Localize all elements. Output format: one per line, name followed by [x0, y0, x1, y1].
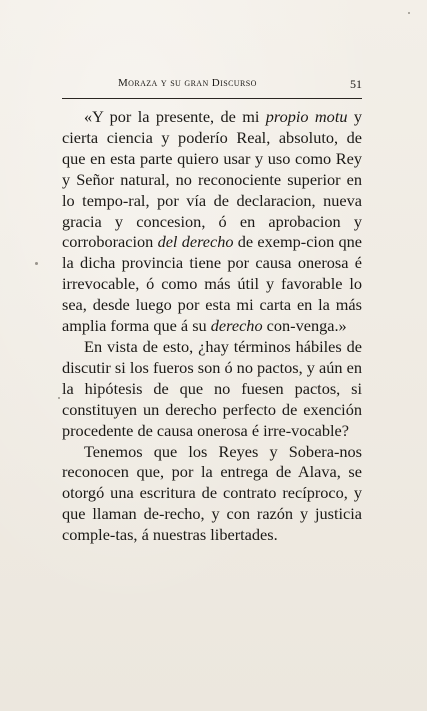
page-number: 51	[350, 77, 362, 91]
paragraph-conclusion	[62, 442, 362, 547]
italic-segment: propio motu	[265, 107, 348, 126]
running-title: Moraza y su gran Discurso	[118, 77, 257, 89]
text-segment: y cierta ciencia y poderío Real, absoluto, de que en esta parte quiero usar y uso como Rey y Señor natural, no reconociente superior en lo tempo-​ral, por vía de declaracion, nueva gracia y concesion, ó en aprobacion y corroboracion	[62, 107, 362, 252]
header-rule	[62, 98, 362, 99]
text-segment: «Y por la presente, de mi	[84, 107, 266, 126]
body-text	[62, 107, 362, 546]
text-segment: Tenemos que los Reyes y Sobera-​nos reconocen que, por la entrega de Alava, se otorgó una escritura de contrato recíproco, y que llaman de-​recho, y con razón y justicia comple-​tas, á nuestras libertades.	[62, 441, 362, 545]
paragraph-quote	[62, 107, 362, 337]
text-segment: de exemp-​cion qne la dicha provincia tiene por causa onerosa é irrevocable, ó como más útil y favorable lo sea, desde luego por esta mi carta en la más amplia forma que á su	[62, 232, 362, 336]
italic-segment: del derecho	[157, 232, 234, 252]
page-header	[62, 77, 362, 95]
paragraph-question	[62, 337, 362, 442]
paper-speck	[408, 12, 410, 14]
italic-segment: derecho	[210, 316, 263, 336]
paper-speck	[35, 262, 38, 265]
text-segment: En vista de esto, ¿hay términos hábiles de discutir si los fueros son ó no pactos, y aún en la hipótesis de que no fuesen pactos, si constituyen un derecho perfecto de exención procedente de causa onerosa é irre-​vocable?	[62, 336, 362, 440]
paper-speck	[58, 397, 60, 399]
text-segment: con-​venga.»	[262, 316, 347, 336]
